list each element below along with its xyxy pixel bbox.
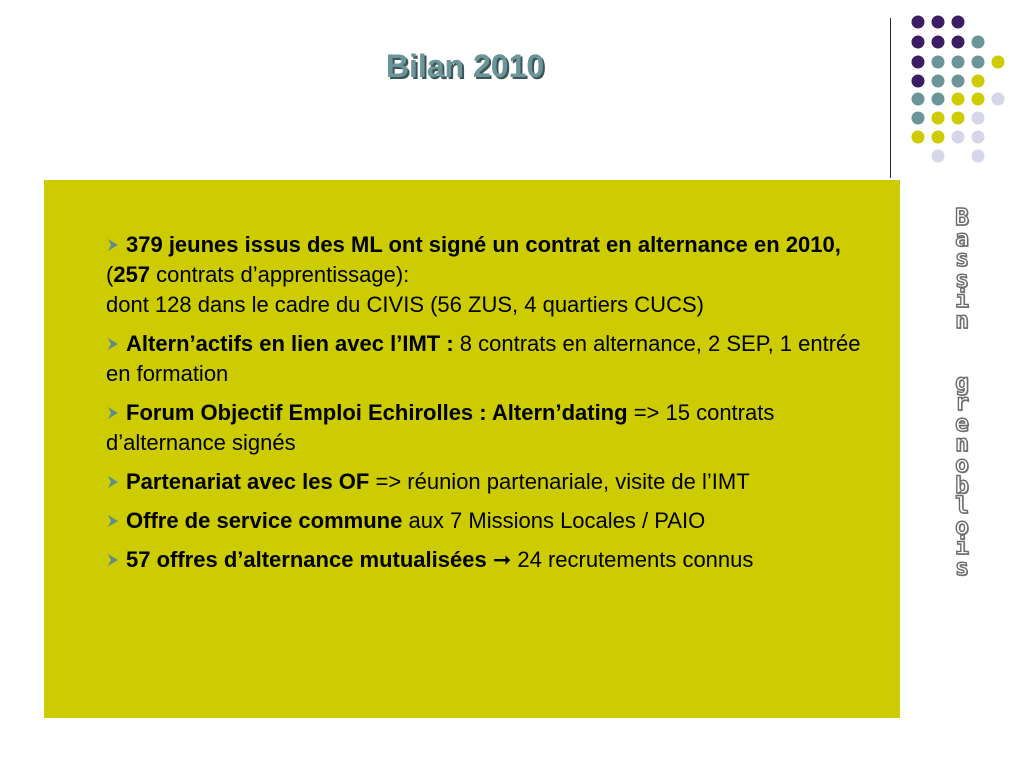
decorative-dot: [932, 93, 945, 106]
decorative-dot: [932, 36, 945, 49]
side-label-word-2-letter: o: [955, 451, 969, 478]
decorative-dot: [952, 36, 965, 49]
bullet-4-bold-text: Partenariat avec les OF: [126, 469, 370, 494]
side-label-word-2-letter: b: [955, 472, 969, 499]
side-label-word-1-letter: n: [955, 307, 969, 334]
arrow-bullet-icon: [106, 475, 120, 489]
vertical-divider-line: [890, 18, 891, 178]
side-label-word-1-letter: i: [955, 287, 969, 314]
decorative-dot: [912, 131, 925, 144]
side-label-gap: [932, 332, 992, 373]
decorative-dot: [932, 150, 945, 163]
side-label-word-1: [932, 205, 992, 334]
bullet-3-text: => 15 contrats d’alternance signés: [106, 400, 775, 455]
bullet-4-text: => réunion partenariale, visite de l’IMT: [369, 469, 750, 494]
side-label-word-2-letter: o: [955, 513, 969, 540]
side-label-word-2-letter: s: [955, 554, 969, 581]
bullet-1-detail-line: dont 128 dans le cadre du CIVIS (56 ZUS, 4 quartiers CUCS): [106, 292, 704, 317]
side-label-word-1-letter: B: [955, 205, 969, 231]
decorative-dot: [972, 131, 985, 144]
arrow-bullet-icon: [106, 553, 120, 567]
bullet-6-bold-text: 57 offres d’alternance mutualisées: [126, 547, 487, 572]
decorative-dot: [972, 150, 985, 163]
arrow-bullet-icon: [106, 337, 120, 351]
decorative-dot: [932, 16, 945, 29]
bullet-item-2: [106, 329, 886, 389]
decorative-dot: [912, 56, 925, 69]
bullet-list: [106, 230, 886, 584]
decorative-dot: [992, 56, 1005, 69]
side-label-word-2-letter: r: [955, 390, 969, 417]
side-label-word-2-letter: e: [955, 410, 969, 437]
bullet-item-1: [106, 230, 886, 320]
bullet-item-3: [106, 398, 886, 458]
bullet-item-5: [106, 506, 886, 536]
decorative-dot: [952, 56, 965, 69]
decorative-dot: [952, 75, 965, 88]
decorative-dot: [932, 112, 945, 125]
arrow-bullet-icon: [106, 514, 120, 528]
decorative-dot: [952, 112, 965, 125]
slide-title: Bilan 2010: [385, 48, 545, 84]
content-box: [44, 180, 900, 718]
side-label-vertical: [932, 205, 992, 581]
decorative-dot: [912, 93, 925, 106]
decorative-dot: [972, 112, 985, 125]
side-label-word-2-letter: l: [955, 493, 969, 520]
side-label-word-2-letter: i: [955, 534, 969, 561]
decorative-dot: [932, 56, 945, 69]
bullet-5-bold-text: Offre de service commune: [126, 508, 403, 533]
decorative-dot: [972, 75, 985, 88]
decorative-dot: [912, 75, 925, 88]
side-label-word-2-letter: g: [955, 369, 969, 396]
side-label-word-1-letter: s: [955, 246, 969, 273]
decorative-dot: [932, 75, 945, 88]
decorative-dot: [972, 93, 985, 106]
bullet-5-text: aux 7 Missions Locales / PAIO: [402, 508, 706, 533]
decorative-dot: [912, 16, 925, 29]
decorative-dot: [972, 36, 985, 49]
decorative-dot: [912, 36, 925, 49]
side-label-word-1-letter: s: [955, 266, 969, 293]
bullet-1-bold-number: 257: [113, 262, 151, 287]
decorative-dot: [932, 131, 945, 144]
decorative-dot: [912, 112, 925, 125]
arrow-bullet-icon: [106, 406, 120, 420]
arrow-bullet-icon: [106, 238, 120, 252]
decorative-dot: [952, 131, 965, 144]
side-label-word-2-letter: n: [955, 431, 969, 458]
bullet-1-bold-text: 379 jeunes issus des ML ont signé un contrat en alternance en 2010,: [126, 232, 841, 257]
side-label-word-1-letter: a: [955, 225, 969, 252]
bullet-item-4: [106, 467, 886, 497]
right-arrow-icon: ➞: [486, 547, 512, 572]
side-label-word-2: [932, 369, 992, 581]
decorative-dot: [952, 93, 965, 106]
bullet-1-text: (: [106, 262, 114, 287]
decorative-dot-grid: [0, 0, 1024, 180]
bullet-3-bold-text: Forum Objectif Emploi Echirolles : Altern’dating: [126, 400, 628, 425]
bullet-1-text-2: contrats d’apprentissage):: [150, 262, 410, 287]
bullet-2-bold-text: Altern’actifs en lien avec l’IMT :: [126, 331, 454, 356]
bullet-item-6: [106, 545, 886, 575]
decorative-dot: [972, 56, 985, 69]
decorative-dot: [952, 16, 965, 29]
bullet-2-text: 8 contrats en alternance, 2 SEP, 1 entrée en formation: [106, 331, 861, 386]
decorative-dot: [992, 93, 1005, 106]
bullet-6-text: 24 recrutements connus: [511, 547, 754, 572]
